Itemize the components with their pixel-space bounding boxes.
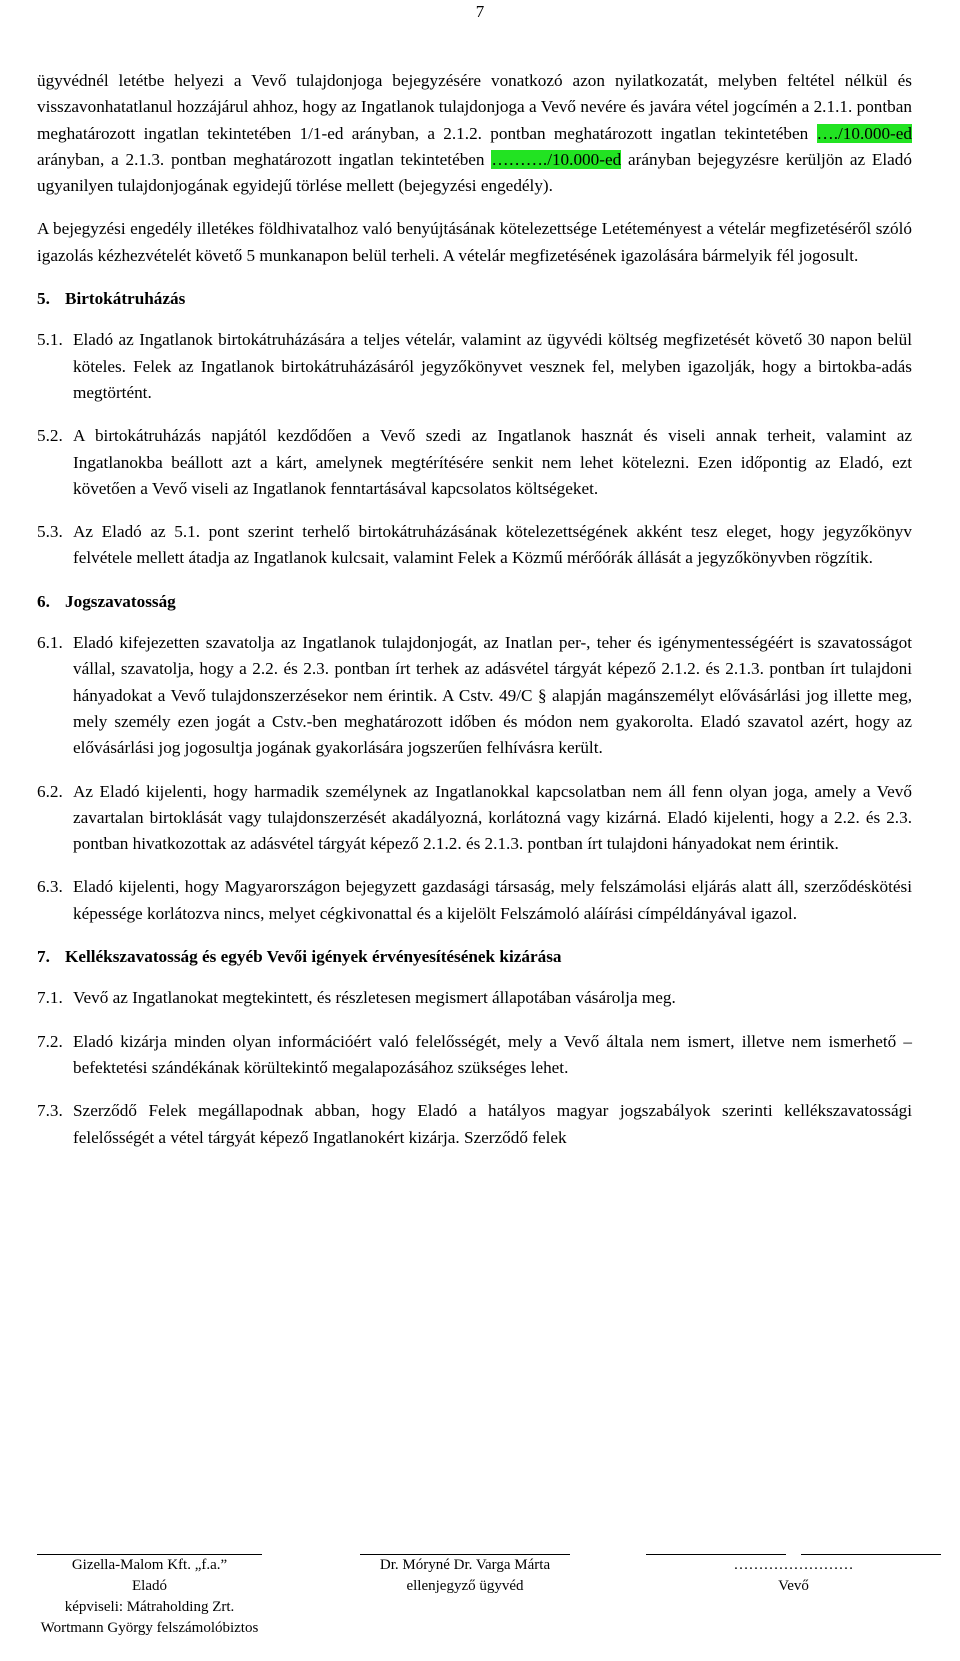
clause-number: 6.1. (37, 633, 63, 653)
buyer-name-placeholder: …………………… (733, 1557, 854, 1573)
clause-5-2 (37, 423, 912, 502)
clause-text: Az Eladó az 5.1. pont szerint terhelő birtokátruházásának kötelezettségének akként tesz eleget, hogy jegyzőkönyv felvétele mellett átadja az Ingatlanok kulcsait, valamint Felek a Közmű mérőórák állását a jegyzőkönyvben rögzítik. (73, 522, 912, 568)
section-title: Jogszavatosság (65, 591, 176, 611)
clause-text: A birtokátruházás napjától kezdődően a Vevő szedi az Ingatlanok hasznát és viseli annak terheit, valamint az Ingatlanokba beállott azt a kárt, amelynek megtérítésére senkit nem lehet kötelezni. Ezen időpontig az Eladó, ezt követően a Vevő viseli az Ingatlanok fenntartásával kapcsolatos költségeket. (73, 426, 912, 498)
seller-role: Eladó (132, 1578, 167, 1594)
intro-paragraph-2: A bejegyzési engedély illetékes földhivatalhoz való benyújtásának kötelezettsége Letéteményest a vételár megfizetéséről szóló igazolás kézhezvételét követő 5 munkanapon belül terheli. A vételár megfizetésének igazolására bármelyik fél jogosult. (37, 219, 912, 265)
lawyer-name: Dr. Móryné Dr. Varga Márta (379, 1557, 551, 1573)
seller-signatory: Wortmann György felszámolóbiztos (40, 1620, 259, 1636)
signature-block (0, 1554, 960, 1661)
clause-7-3 (37, 1098, 912, 1151)
clause-number: 7.3. (37, 1101, 63, 1121)
section-title: Birtokátruházás (65, 289, 186, 309)
clause-text: Vevő az Ingatlanokat megtekintett, és részletesen megismert állapotában vásárolja meg. (73, 988, 676, 1008)
clause-text: Eladó kifejezetten szavatolja az Ingatlanok tulajdonjogát, az Inatlan per-, teher és igénymentességéért is szavatosságot vállal, szavatolja, hogy a 2.2. és 2.3. pontban írt terhek az adásvétel tárgyát képező 2.1.2. és 2.1.3. pontban írt tulajdoni hányadokat a Vevő tulajdonszerzésekor nem érintik. A Cstv. 49/C § alapján magánszemélyt elővásárlási jog illette meg, mely személy ezen jogát a Cstv.-ben meghatározott időben és módon nem gyakorolta. Eladó szavatol azért, hogy az elővásárlási jog jogosultja jogának gyakorlására jogszerűen felhívásra került. (73, 633, 912, 758)
lawyer-signature (360, 1554, 570, 1597)
section-number: 5. (37, 289, 50, 309)
intro-text-a: ügyvédnél letétbe helyezi a Vevő tulajdonjoga bejegyzésére vonatkozó azon nyilatkozatát, melyben feltétel nélkül és visszavonhatatlanul hozzájárul ahhoz, hogy az Ingatlanok tulajdonjoga a Vevő nevére és javára vétel jogcímén a 2.1.1. pontban meghatározott ingatlan tekintetében 1/1-ed arányban, a 2.1.2. pontban meghatározott ingatlan tekintetében (37, 71, 912, 143)
seller-signature (37, 1554, 262, 1639)
clause-number: 7.2. (37, 1031, 63, 1051)
page-number: 7 (475, 2, 485, 21)
clause-7-2 (37, 1029, 912, 1082)
clause-number: 6.2. (37, 781, 63, 801)
seller-company: Gizella-Malom Kft. „f.a.” (71, 1557, 228, 1573)
clause-6-3 (37, 874, 912, 927)
clause-5-1 (37, 327, 912, 406)
clause-number: 6.3. (37, 877, 63, 897)
section-number: 7. (37, 947, 50, 967)
section-title: Kellékszavatosság és egyéb Vevői igények érvényesítésének kizárása (65, 947, 562, 967)
clause-5-3 (37, 519, 912, 572)
clause-number: 5.3. (37, 522, 63, 542)
clause-number: 5.1. (37, 330, 63, 350)
clause-6-2 (37, 779, 912, 858)
buyer-signature (646, 1554, 941, 1597)
clause-text: Eladó az Ingatlanok birtokátruházására a teljes vételár, valamint az ügyvédi költség megfizetését követő 30 napon belül köteles. Felek az Ingatlanok birtokátruházásáról jegyzőkönyvet vesznek fel, melyben igazolják, hogy a birtokba-adás megtörtént. (73, 330, 912, 402)
section-6-heading (37, 589, 912, 615)
clause-number: 7.1. (37, 988, 63, 1008)
seller-representative: képviseli: Mátraholding Zrt. (64, 1599, 235, 1615)
highlighted-ratio-1: …./10.000-ed (816, 123, 912, 143)
intro-text-b: arányban, a 2.1.3. pontban meghatározott ingatlan tekintetében (37, 149, 492, 169)
clause-text: Szerződő Felek megállapodnak abban, hogy Eladó a hatályos magyar jogszabályok szerinti kellékszavatossági felelősségét a vétel tárgyát képező Ingatlanokért kizárja. Szerződő felek (73, 1101, 912, 1147)
clause-text: Eladó kijelenti, hogy Magyarországon bejegyzett gazdasági társaság, mely felszámolási eljárás alatt áll, szerződéskötési képessége korlátozva nincs, melyet cégkivonattal és a kijelölt Felszámoló aláírási címpéldányával igazol. (73, 877, 912, 923)
intro-paragraph-1 (37, 68, 912, 199)
intro-text-c: arányban bejegyzésre kerüljön az Eladó ugyanilyen tulajdonjogának egyidejű törlése mellett (bejegyzési engedély). (37, 149, 912, 196)
clause-text: Az Eladó kijelenti, hogy harmadik személynek az Ingatlanokkal kapcsolatban nem áll fenn olyan joga, amely a Vevő zavartalan birtoklását vagy tulajdonszerzését akadályozná, korlátozná vagy kizárná. Eladó kijelenti, hogy a 2.2. és 2.3. pontban hivatkozottak az adásvétel tárgyát képező 2.1.2. és 2.1.3. pontban írt tulajdoni hányadokat nem érintik. (73, 781, 912, 854)
section-7-heading (37, 944, 912, 970)
section-number: 6. (37, 591, 50, 611)
clause-6-1 (37, 630, 912, 761)
highlighted-ratio-2: ………./10.000-ed (491, 149, 622, 169)
clause-number: 5.2. (37, 426, 63, 446)
document-body (37, 68, 912, 1168)
clause-text: Eladó kizárja minden olyan információért való felelősségét, mely a Vevő általa nem ismert, illetve nem ismerhető – befektetési szándékának körültekintő megalapozásához szükséges lehet. (73, 1031, 912, 1077)
buyer-role: Vevő (778, 1578, 809, 1594)
section-5-heading (37, 286, 912, 312)
lawyer-role: ellenjegyző ügyvéd (406, 1578, 524, 1594)
clause-7-1 (37, 985, 912, 1011)
